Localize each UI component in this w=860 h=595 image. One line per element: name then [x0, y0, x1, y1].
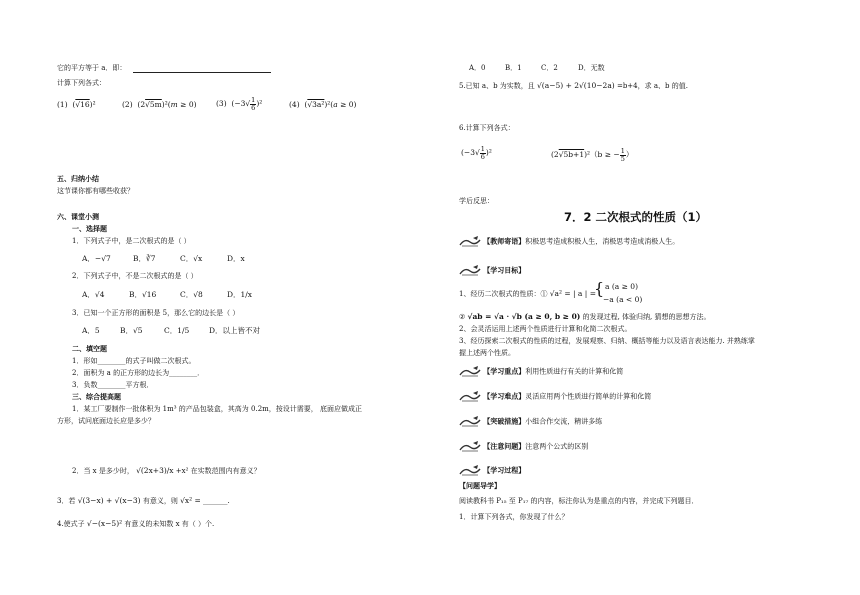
goal-2: 2、会灵活运用上述两个性质进行计算和化简二次根式。 — [459, 325, 632, 333]
goal-1-expression: √a² = | a | = — [549, 289, 596, 298]
q1-option-d: D．x — [227, 254, 245, 263]
question-6: 6.计算下列各式： — [459, 124, 515, 132]
calc-item-2 — [122, 101, 197, 110]
attention-text: 注意两个公式的区别 — [525, 442, 589, 451]
reflection-label: 学后反思： — [459, 197, 494, 205]
calc-instruction: 计算下列各式： — [57, 79, 106, 87]
calc-expr-3: (−3√ $\frac{1}{6}$ )² — [231, 96, 263, 112]
process-row — [459, 465, 525, 476]
pen-writing-icon — [459, 441, 481, 452]
q5-text-before: 5.已知 a、b 为实数，且 — [459, 82, 535, 90]
goal-1 — [459, 290, 596, 299]
goal-1b-expression: √ab = √a · √b (a ≥ 0, b ≥ 0) — [467, 312, 581, 321]
measures-row — [459, 416, 602, 427]
reading-instruction: 阅读教科书 P₁₅ 至 P₁₇ 的内容，标注你认为是重点的内容，并完成下列题目． — [459, 497, 699, 505]
top-option-d: D．无数 — [578, 64, 605, 72]
q3-expression: √(3−x) + √(x−3) — [77, 496, 141, 505]
learning-goal-row — [459, 265, 525, 276]
page-title: 7．2 二次根式的性质（1） — [564, 210, 708, 224]
pen-writing-icon — [459, 465, 481, 476]
process-tag: 【学习过程】 — [483, 465, 526, 475]
fill-q1: 1．形如________的式子叫做二次根式。 — [72, 357, 196, 365]
calc-item-1 — [57, 101, 96, 110]
difficulty-tag: 【学习难点】 — [483, 391, 526, 401]
summary-question: 这节课你都有哪些收获？ — [57, 187, 134, 195]
fill-heading: 二、填空题 — [72, 344, 107, 353]
q5-text-after: =b+4，求 a、b 的值. — [616, 82, 688, 90]
key-point-text: 利用性质进行有关的计算和化简 — [525, 367, 624, 376]
comprehensive-q2 — [72, 467, 261, 476]
q2-text-before: 2．当 x 是多少时， — [72, 467, 134, 475]
q2-expression: √(2x+3)/x — [136, 466, 174, 475]
key-point-tag: 【学习重点】 — [483, 366, 526, 376]
top-option-a: A．0 — [469, 64, 486, 72]
pen-writing-icon — [459, 265, 481, 276]
calc-expr-2: (2√5m)²(m ≥ 0) — [137, 100, 197, 109]
choice-q2: 2．下列式子中，不是二次根式的是（ ） — [72, 272, 198, 280]
q6-expression-1: (−3√ $\frac{1}{6}$ )² — [461, 145, 492, 161]
section-summary-heading: 五、归纳小结 — [57, 174, 99, 183]
question-5 — [459, 82, 688, 91]
calc-expr-1: (√16)² — [72, 100, 96, 109]
teacher-message-row — [459, 236, 679, 247]
calc-expr-4: (√3a²)²(a ≥ 0) — [304, 100, 357, 109]
difficulty-text: 灵活应用两个性质进行简单的计算和化简 — [525, 392, 652, 401]
case-2: −a (a < 0) — [603, 295, 643, 304]
calc-label-4: (4) — [289, 100, 300, 109]
q3-option-d: D．以上皆不对 — [209, 326, 261, 335]
attention-tag: 【注意问题】 — [483, 441, 526, 451]
q2-text-after: +x² 在实数范围内有意义？ — [175, 467, 261, 475]
calc-label-1: (1) — [57, 100, 68, 109]
goal-1b-text: 的发现过程, 体验归纳, 猜想的思想方法。 — [582, 313, 711, 321]
calc-item-4 — [289, 101, 356, 110]
attention-row — [459, 441, 588, 452]
q5-expression: √(a−5) + 2√(10−2a) — [537, 81, 615, 90]
choice-q3: 3．已知一个正方形的面积是 5，那么它的边长是（ ） — [72, 309, 240, 317]
calc-label-2: (2) — [122, 100, 133, 109]
line-square-equals: 它的平方等于 a．即： — [57, 64, 127, 72]
comprehensive-q4 — [57, 520, 214, 529]
comprehensive-heading: 三、综合提高题 — [72, 392, 121, 401]
q1-option-a: A．−√7 — [82, 254, 111, 263]
learning-goal-tag: 【学习目标】 — [483, 265, 526, 275]
pen-writing-icon — [459, 416, 481, 427]
goal-1b — [459, 313, 710, 322]
q3-blank: _______. — [202, 497, 230, 505]
q6-expression-2: (2√5b+1)²（b ≥ − $\frac{1}{5}$ ） — [551, 147, 634, 163]
goal-1-text: 1、经历二次根式的性质：① — [459, 290, 548, 298]
choice-heading: 一、选择题 — [72, 224, 107, 233]
q1-option-c: C．√x — [180, 254, 203, 263]
teacher-message-text: 积极思考造成积极人生，消极思考造成消极人生。 — [525, 237, 680, 246]
section-quiz-heading: 六、课堂小测 — [57, 212, 99, 221]
key-point-row — [459, 366, 623, 377]
case-brace: { — [594, 279, 605, 298]
q2-option-b: B．√16 — [129, 290, 157, 299]
goal-3-line2: 握上述两个性质。 — [459, 349, 515, 357]
pen-writing-icon — [459, 391, 481, 402]
q2-option-d: D．1/x — [227, 290, 253, 299]
q4-expression: √−(x−5)² — [86, 519, 123, 528]
comprehensive-q1-line1: 1．某工厂要制作一批体积为 1m³ 的产品包装盒，其高为 0.2m，按设计需要， 底面应做成正 — [72, 405, 363, 413]
fill-q2: 2．面积为 a 的正方形的边长为________． — [72, 369, 205, 377]
calc-item-3 — [216, 97, 262, 111]
q3-text-before: 3．若 — [57, 497, 76, 505]
comprehensive-q3 — [57, 497, 230, 506]
q1-option-b: B．∛7 — [133, 254, 156, 263]
difficulty-row — [459, 391, 651, 402]
q4-text-before: 4.使式子 — [57, 520, 85, 528]
goal-1b-marker: ② — [459, 313, 466, 321]
measures-text: 小组合作交流，精讲多练 — [525, 417, 603, 426]
top-option-b: B．1 — [505, 64, 522, 72]
case-1: a (a ≥ 0) — [605, 282, 639, 291]
pen-writing-icon — [459, 366, 481, 377]
q3-option-a: A．5 — [82, 326, 100, 335]
reading-question: 1．计算下列各式，你发现了什么？ — [459, 513, 569, 521]
q2-option-c: C．√8 — [180, 290, 203, 299]
q3-option-b: B．√5 — [120, 326, 143, 335]
q3-expression-2: √x² = — [180, 496, 201, 505]
measures-tag: 【突破措施】 — [483, 416, 526, 426]
answer-blank-line — [133, 72, 271, 73]
calc-label-3: (3) — [216, 99, 227, 108]
q4-text-after: 有意义的未知数 x 有（ ）个. — [124, 520, 215, 528]
q3-text-mid: 有意义，则 — [142, 497, 178, 505]
goal-3-line1: 3、经历探索二次根式的性质的过程，发展观察、归纳、概括等能力以及语言表达能力. 并熟练掌 — [459, 337, 755, 345]
fill-q3: 3．负数________平方根． — [72, 381, 154, 389]
q3-option-c: C．1/5 — [164, 326, 190, 335]
pen-writing-icon — [459, 236, 481, 247]
top-option-c: C．2 — [541, 64, 558, 72]
comprehensive-q1-line2: 方形，试问底面边长应是多少？ — [57, 417, 155, 425]
q2-option-a: A．√4 — [82, 290, 105, 299]
choice-q1: 1．下列式子中，是二次根式的是（ ） — [72, 237, 191, 245]
teacher-message-tag: 【教师寄语】 — [483, 236, 526, 246]
guide-tag: 【问题导学】 — [459, 481, 501, 490]
